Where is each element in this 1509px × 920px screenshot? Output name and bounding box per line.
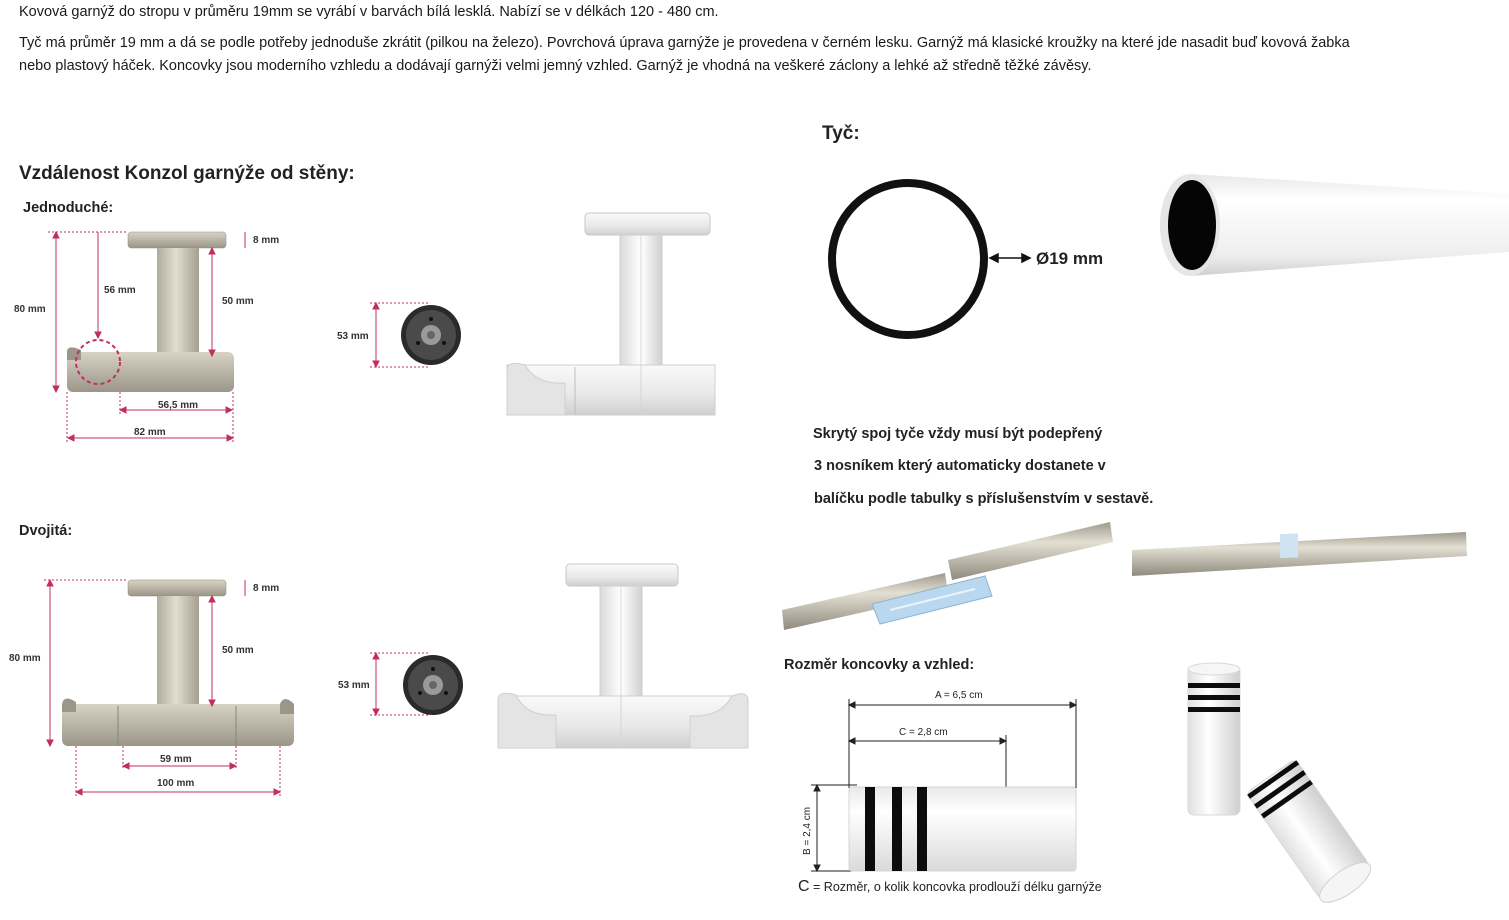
double-dim-total-height: 80 mm (9, 653, 41, 664)
brackets-title: Vzdálenost Konzol garnýže od stěny: (19, 163, 355, 184)
double-white-bracket (490, 558, 755, 753)
intro-line-1: Kovová garnýž do stropu v průměru 19mm se vyrábí v barvách bílá lesklá. Nabízí se v délkách 120 - 480 cm. (19, 4, 719, 20)
rod-note-line-3: balíčku podle tabulky s příslušenstvím v sestavě. (814, 491, 1154, 507)
intro-para-2-line-2: nebo plastový háček. Koncovky jsou moderního vzhledu a dodávají garnýži velmi jemný vzhled. Garnýž je vhodná na veškeré záclony a lehké až středně těžké závěsy. (19, 58, 1092, 74)
endcap-dim-a: A = 6,5 cm (935, 690, 983, 701)
single-arm (67, 352, 234, 392)
endcap-dim-c: C = 2,8 cm (899, 727, 948, 738)
rod-cross-section (820, 172, 1140, 347)
double-dim-length: 100 mm (157, 778, 195, 789)
endcap-diagram (795, 683, 1095, 878)
double-base-plate (330, 645, 470, 725)
rod-photo (1150, 160, 1509, 290)
endcap-caption (798, 878, 1102, 896)
single-dim-reach: 56,5 mm (158, 400, 199, 411)
single-dim-total-height: 80 mm (14, 304, 46, 315)
double-dim-stem: 50 mm (222, 645, 254, 656)
intro-para-2-line-1: Tyč má průměr 19 mm a dá se podle potřeby jednoduše zkrátit (pilkou na železo). Povrchová úprava garnýže je provedena v černém lesku. Garnýž má klasické kroužky na které jde nasadit buď kovová žabka (19, 35, 1350, 51)
single-flange (128, 232, 226, 248)
rod-joint-closed-photo (1130, 528, 1468, 588)
endcap-caption-text: = Rozměr, o kolik koncovka prodlouží délku garnýže (809, 880, 1102, 894)
single-bracket-label: Jednoduché: (23, 200, 114, 216)
double-dim-base-width: 53 mm (338, 680, 370, 691)
endcap-title: Rozměr koncovky a vzhled: (784, 657, 975, 673)
rod-diameter-label: Ø19 mm (1036, 249, 1104, 268)
endcap-caption-letter: C (798, 878, 810, 895)
single-white-bracket (495, 205, 725, 430)
single-dim-inner: 56 mm (104, 285, 136, 296)
double-bracket-diagram (0, 570, 300, 805)
endcap-dim-b: B = 2,4 cm (802, 806, 813, 855)
single-dim-flange: 8 mm (253, 235, 280, 246)
double-dim-flange: 8 mm (253, 583, 280, 594)
single-dim-length: 82 mm (134, 427, 166, 438)
single-dim-stem: 50 mm (222, 296, 254, 307)
single-stem (157, 248, 199, 356)
rod-title: Tyč: (822, 123, 860, 144)
rod-note-line-1: Skrytý spoj tyče vždy musí být podepřený (813, 426, 1103, 442)
single-base-plate (330, 295, 470, 375)
single-dim-base-width: 53 mm (337, 331, 369, 342)
rod-note-line-2: 3 nosníkem který automaticky dostanete v (814, 458, 1106, 474)
single-bracket-diagram (0, 220, 300, 450)
double-dim-reach: 59 mm (160, 754, 192, 765)
endcap-photo (1165, 655, 1425, 885)
double-bracket-label: Dvojitá: (19, 523, 73, 539)
rod-joint-open-photo (780, 518, 1115, 638)
